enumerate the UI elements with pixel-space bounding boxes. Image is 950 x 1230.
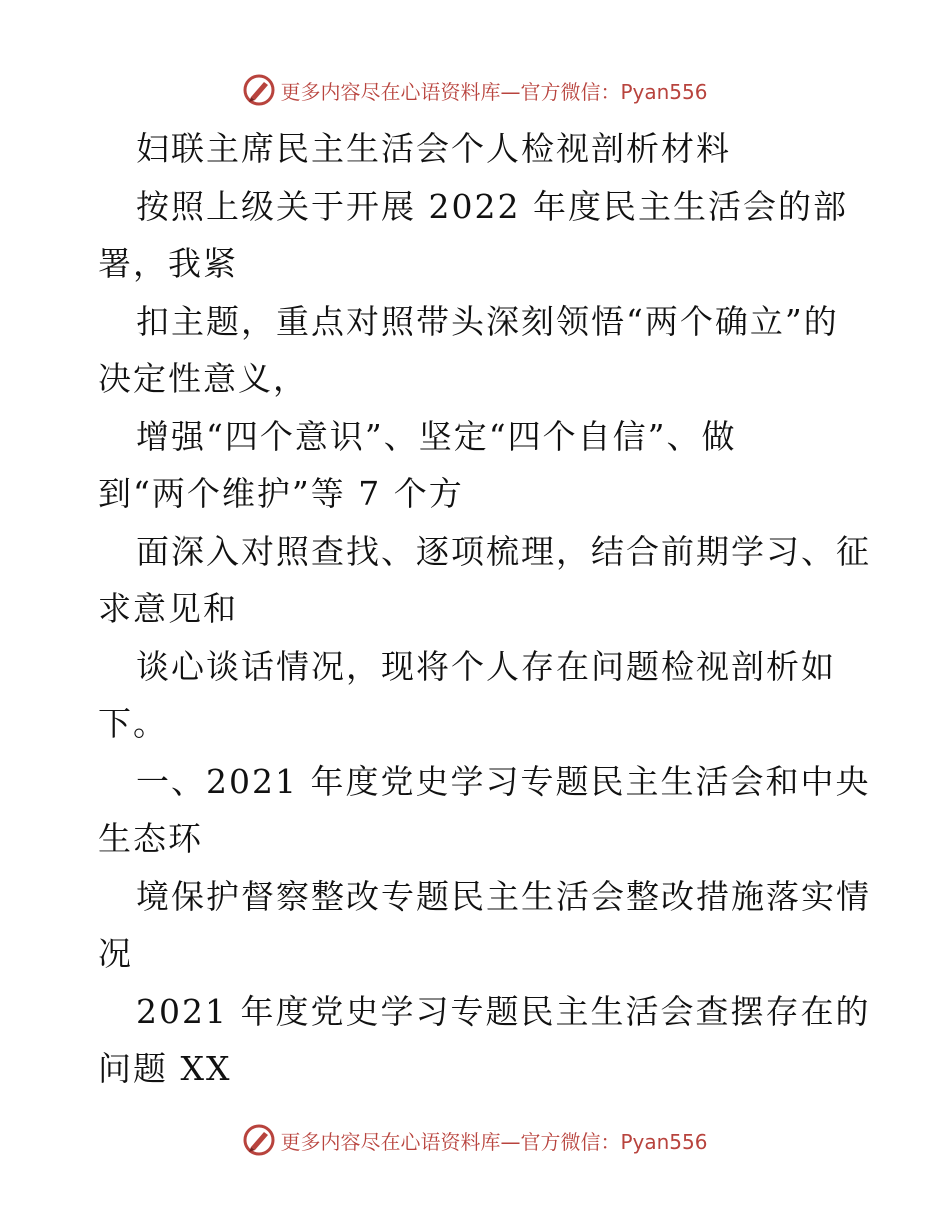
doc-line: 署，我紧 [98, 244, 238, 283]
doc-line: 求意见和 [98, 589, 238, 628]
pen-circle-logo-icon [242, 1123, 276, 1157]
doc-line: 2021 年度党史学习专题民主生活会查摆存在的 [136, 991, 871, 1031]
doc-line: 决定性意义， [98, 359, 308, 398]
doc-line: 增强“四个意识”、坚定“四个自信”、做 [136, 416, 737, 456]
doc-line: 境保护督察整改专题民主生活会整改措施落实情 [136, 876, 871, 916]
doc-line: 下。 [98, 704, 168, 743]
doc-line: 扣主题，重点对照带头深刻领悟“两个确立”的 [136, 301, 839, 341]
watermark-banner-top [0, 70, 950, 110]
pen-circle-logo-icon [242, 73, 276, 107]
doc-line: 面深入对照查找、逐项梳理，结合前期学习、征 [136, 531, 871, 571]
doc-title: 妇联主席民主生活会个人检视剖析材料 [136, 129, 731, 168]
doc-line: 按照上级关于开展 2022 年度民主生活会的部 [136, 186, 848, 226]
watermark-text: 更多内容尽在心语资料库—官方微信：Pyan556 [280, 79, 708, 104]
doc-line: 问题 XX [98, 1049, 232, 1088]
doc-line: 谈心谈话情况，现将个人存在问题检视剖析如 [136, 646, 836, 686]
document-body [98, 120, 871, 1098]
watermark-text: 更多内容尽在心语资料库—官方微信：Pyan556 [280, 1129, 708, 1154]
watermark-banner-bottom [0, 1120, 950, 1160]
doc-section-heading: 一、2021 年度党史学习专题民主生活会和中央 [136, 761, 871, 801]
doc-line: 况 [98, 934, 133, 973]
doc-line: 到“两个维护”等 7 个方 [98, 474, 464, 513]
doc-line: 生态环 [98, 819, 203, 858]
